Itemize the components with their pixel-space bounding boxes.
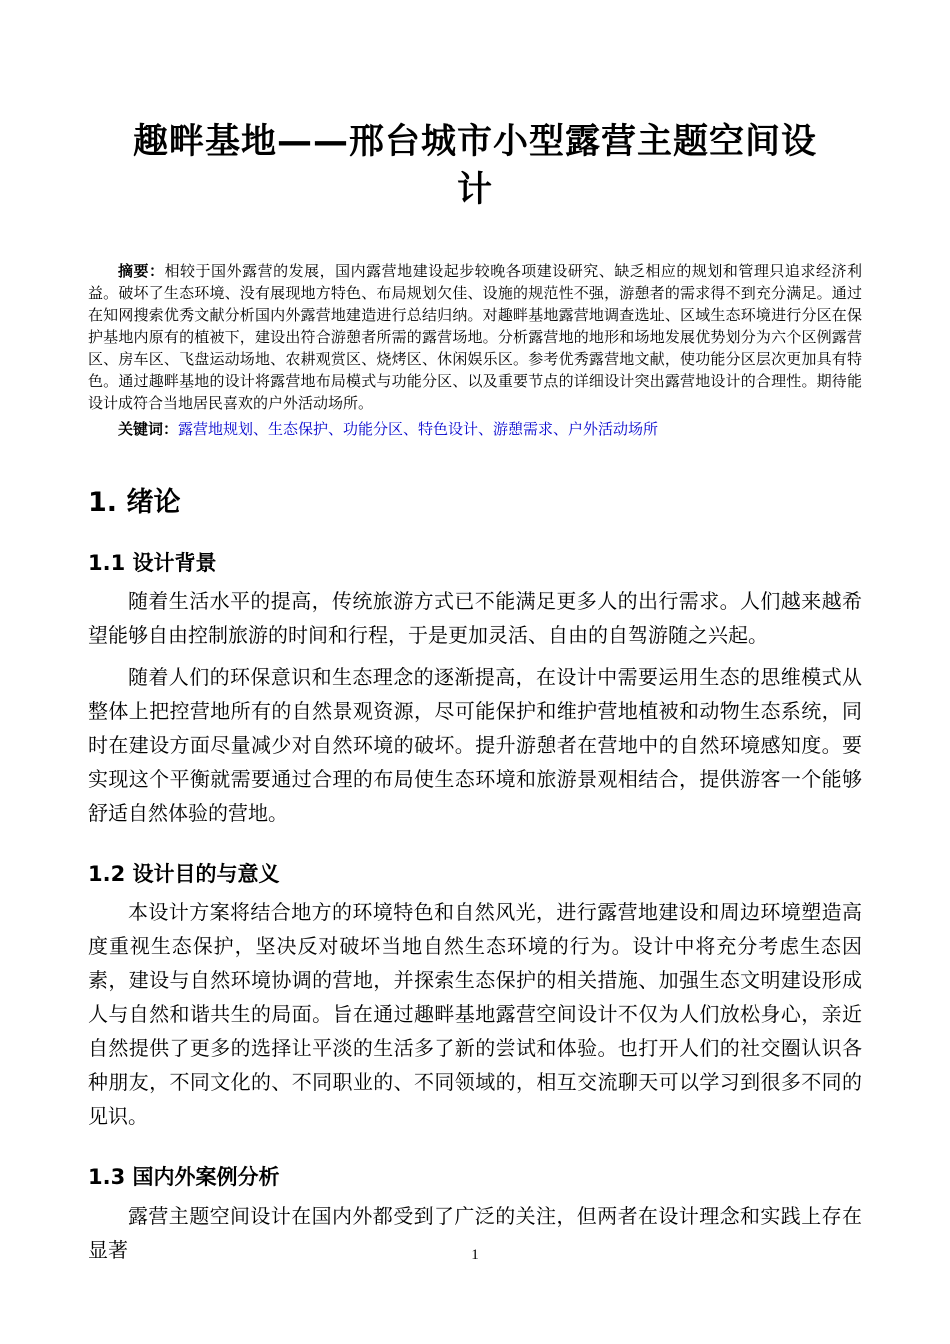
body-paragraph: 随着生活水平的提高，传统旅游方式已不能满足更多人的出行需求。人们越来越希望能够自由控制旅游的时间和行程，于是更加灵活、自由的自驾游随之兴起。 (88, 590, 862, 647)
abstract-label: 摘要： (118, 263, 165, 280)
body-paragraph: 随着人们的环保意识和生态理念的逐渐提高，在设计中需要运用生态的思维模式从整体上把控营地所有的自然景观资源，尽可能保护和维护营地植被和动物生态系统，同时在建设方面尽量减少对自然环境的破坏。提升游憩者在营地中的自然环境感知度。要实现这个平衡就需要通过合理的布局使生态环境和旅游景观相结合，提供游客一个能够舒适自然体验的营地。 (88, 666, 862, 825)
keywords-paragraph (88, 419, 862, 441)
subsection-heading-design-purpose: 1.2 设计目的与意义 (88, 861, 280, 886)
keywords-text: 露营地规划、生态保护、功能分区、特色设计、游憩需求、户外活动场所 (178, 421, 659, 438)
abstract-paragraph (88, 261, 862, 415)
document-title: 趣畔基地——邢台城市小型露营主题空间设计 (132, 122, 817, 211)
subsection-heading-case-analysis: 1.3 国内外案例分析 (88, 1165, 280, 1190)
keywords-label: 关键词： (118, 421, 179, 438)
subsection-heading-design-background: 1.1 设计背景 (88, 550, 217, 575)
body-paragraph: 露营主题空间设计在国内外都受到了广泛的关注，但两者在设计理念和实践上存在显著 (88, 1205, 862, 1262)
page-number: 1 (471, 1247, 479, 1263)
body-paragraph: 本设计方案将结合地方的环境特色和自然风光，进行露营地建设和周边环境塑造高度重视生态保护，坚决反对破坏当地自然生态环境的行为。设计中将充分考虑生态因素，建设与自然环境协调的营地，并探索生态保护的相关措施、加强生态文明建设形成人与自然和谐共生的局面。旨在通过趣畔基地露营空间设计不仅为人们放松身心，亲近自然提供了更多的选择让平淡的生活多了新的尝试和体验。也打开人们的社交圈认识各种朋友，不同文化的、不同职业的、不同领域的，相互交流聊天可以学习到很多不同的见识。 (88, 902, 862, 1129)
chapter-heading-introduction: 1. 绪论 (88, 486, 181, 518)
abstract-text: 相较于国外露营的发展，国内露营地建设起步较晚各项建设研究、缺乏相应的规划和管理只追求经济利益。破坏了生态环境、没有展现地方特色、布局规划欠佳、设施的规范性不强，游憩者的需求得不到充分满足。通过在知网搜索优秀文献分析国内外露营地建造进行总结归纳。对趣畔基地露营地调查选址、区域生态环境进行分区在保护基地内原有的植被下，建设出符合游憩者所需的露营场地。分析露营地的地形和场地发展优势划分为六个区例露营区、房车区、飞盘运动场地、农耕观赏区、烧烤区、休闲娱乐区。参考优秀露营地文献，使功能分区层次更加具有特色。通过趣畔基地的设计将露营地布局模式与功能分区、以及重要节点的详细设计突出露营地设计的合理性。期待能设计成符合当地居民喜欢的户外活动场所。 (88, 263, 862, 412)
